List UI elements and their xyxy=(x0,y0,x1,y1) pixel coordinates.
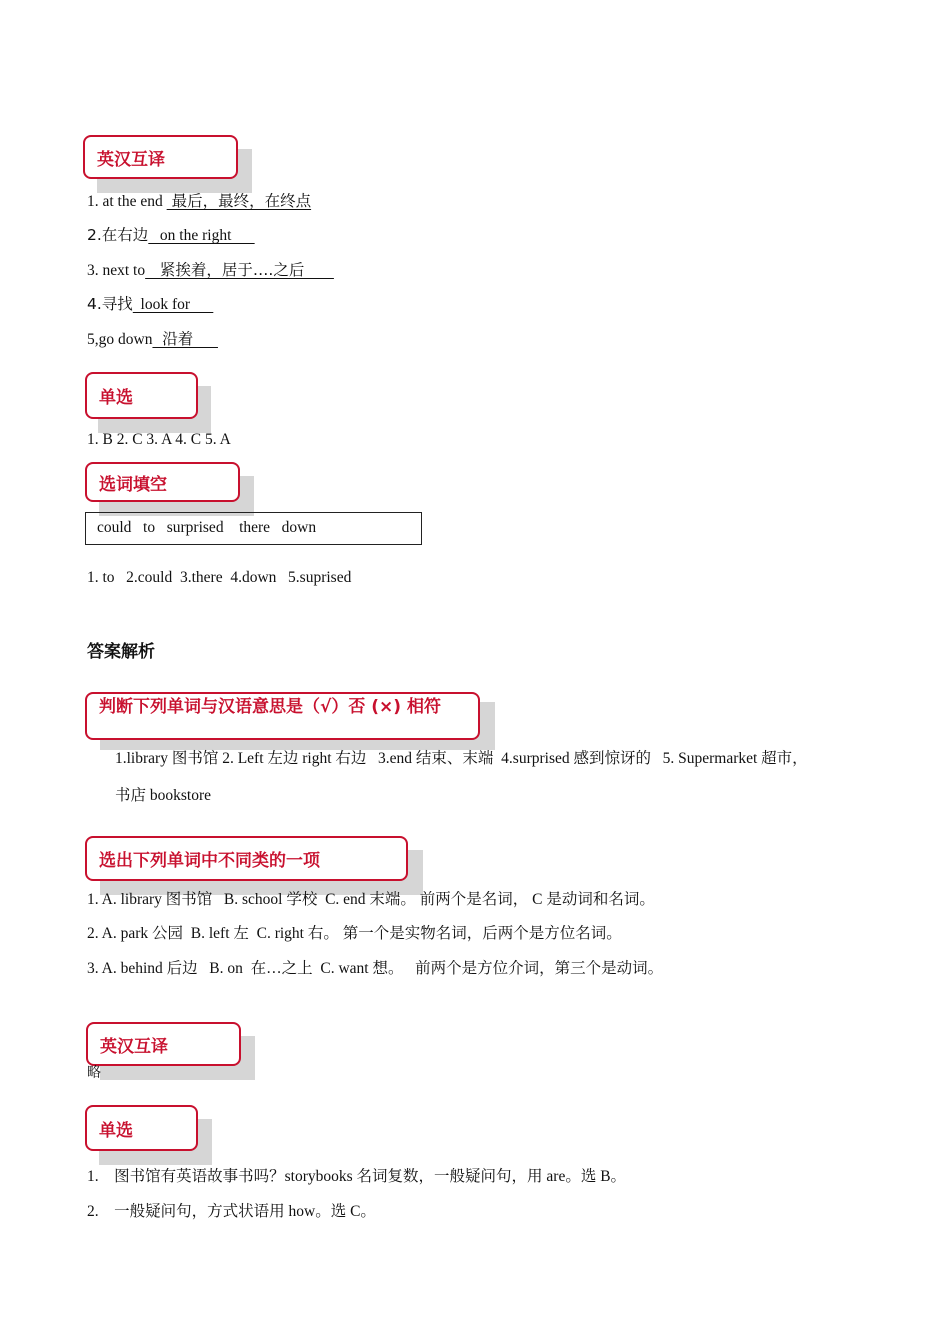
word-bank: could to surprised there down xyxy=(97,519,317,536)
fill-answers: 1. to 2.could 3.there 4.down 5.suprised xyxy=(87,569,352,586)
section-title: 单选 xyxy=(85,372,198,419)
section-title: 选词填空 xyxy=(85,462,240,502)
section-title: 判断下列单词与汉语意思是（√）否 (×) 相符 xyxy=(85,692,480,740)
choice-answers: 1. B 2. C 3. A 4. C 5. A xyxy=(87,431,231,448)
choice2-line-1: 1. 图书馆有英语故事书吗？storybooks 名词复数，一般疑问句，用 are。选 B。 xyxy=(87,1168,627,1185)
section-title: 单选 xyxy=(85,1105,198,1151)
translate-2-body: 略 xyxy=(87,1065,101,1081)
judge-line-2: 书店 bookstore xyxy=(115,787,212,804)
translate-line-5: 5,go down 沿着 xyxy=(87,330,218,348)
odd-line-2: 2. A. park 公园 B. left 左 C. right 右。 第一个是实物名词，后两个是方位名词。 xyxy=(87,925,622,942)
odd-line-1: 1. A. library 图书馆 B. school 学校 C. end 末端。 前两个是名词， C 是动词和名词。 xyxy=(87,891,655,908)
translate-line-2: 2.在右边 on the right xyxy=(87,226,255,244)
analysis-heading: 答案解析 xyxy=(87,642,155,662)
choice2-line-2: 2. 一般疑问句，方式状语用 how。选 C。 xyxy=(87,1203,376,1220)
section-title: 英汉互译 xyxy=(83,135,238,179)
translate-line-4: 4.寻找 look for xyxy=(87,295,214,313)
odd-line-3: 3. A. behind 后边 B. on 在…之上 C. want 想。 前两个是方位介词，第三个是动词。 xyxy=(87,960,664,977)
section-title: 英汉互译 xyxy=(86,1022,241,1066)
section-title: 选出下列单词中不同类的一项 xyxy=(85,836,408,881)
translate-line-3: 3. next to 紧挨着，居于….之后 xyxy=(87,261,334,279)
translate-line-1: 1. at the end 最后，最终，在终点 xyxy=(87,192,312,210)
judge-line-1: 1.library 图书馆 2. Left 左边 right 右边 3.end 结束、末端 4.surprised 感到惊讶的 5. Supermarket 超市， xyxy=(115,750,808,767)
